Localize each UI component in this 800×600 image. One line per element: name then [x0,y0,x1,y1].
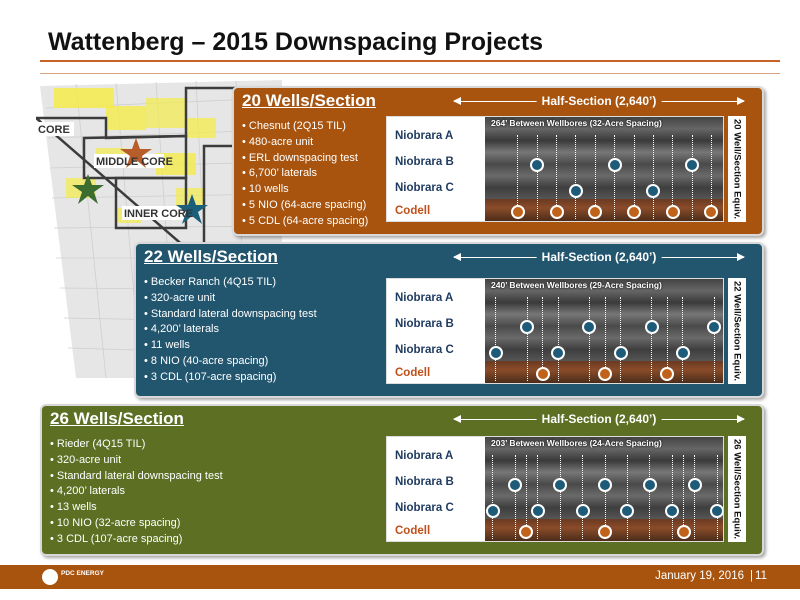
panel-26-wells [40,404,764,556]
wellbore-spacing-label: 264’ Between Wellbores (32-Acre Spacing) [491,118,662,128]
bullet-item: • 11 wells [144,338,317,354]
slide-title: Wattenberg – 2015 Downspacing Projects [48,28,544,56]
section-equiv-label: 22 Well/Section Equiv. [728,278,746,384]
title-rule-thin [40,73,780,74]
wellbore-guide-line [527,297,528,381]
wellbore-guide-line [558,297,559,381]
niobrara-c-wellbore-icon [486,504,500,518]
niobrara-c-wellbore-icon [576,504,590,518]
half-section-label [454,412,744,428]
panel-20-wells [232,86,764,236]
wellbore-guide-line [582,455,583,539]
wellbore-guide-line [682,297,683,381]
bullet-item: • 320-acre unit [50,453,223,469]
codell-wellbore-icon [598,525,612,539]
arrow-right-icon [737,97,745,105]
niobrara-c-wellbore-icon [614,346,628,360]
bullet-item: • Standard lateral downspacing test [144,307,317,323]
section-equiv-label: 26 Well/Section Equiv. [728,436,746,542]
bullet-item: • 5 NIO (64-acre spacing) [242,198,368,214]
bullet-item: • 10 NIO (32-acre spacing) [50,516,223,532]
wellbore-guide-line [692,135,693,219]
wellbore-guide-line [575,135,576,219]
wellbore-guide-line [672,455,673,539]
niobrara-b-wellbore-icon [608,158,622,172]
niobrara-b-wellbore-icon [645,320,659,334]
bullet-item: • 480-acre unit [242,135,368,151]
wellbore-guide-line [649,455,650,539]
bullet-item: • Standard lateral downspacing test [50,469,223,485]
codell-wellbore-icon [627,205,641,219]
bullet-item: • 320-acre unit [144,291,317,307]
niobrara-b-wellbore-icon [688,478,702,492]
formation-label: Niobrara A [395,130,454,142]
niobrara-b-wellbore-icon [598,478,612,492]
wellbore-guide-line [620,297,621,381]
wellbore-guide-line [627,455,628,539]
formation-label: Niobrara B [395,156,454,168]
arrow-right-icon [737,415,745,423]
bullet-item: • 5 CDL (64-acre spacing) [242,214,368,230]
bullet-item: • 3 CDL (107-acre spacing) [144,370,317,386]
half-section-text: Half-Section (2,640’) [537,94,662,108]
formation-label: Niobrara A [395,292,454,304]
niobrara-b-wellbore-icon [685,158,699,172]
wellbore-diagram [386,278,724,384]
formation-label: Niobrara C [395,344,454,356]
formation-label: Niobrara C [395,182,454,194]
formation-label: Codell [395,205,431,217]
bullet-item: • 10 wells [242,182,368,198]
bullet-item: • 13 wells [50,500,223,516]
half-section-label [454,94,744,110]
bullet-item: • 6,700’ laterals [242,166,368,182]
wellbore-guide-line [614,135,615,219]
niobrara-c-wellbore-icon [710,504,724,518]
page-number: 11 [755,570,767,582]
niobrara-c-wellbore-icon [489,346,503,360]
codell-wellbore-icon [511,205,525,219]
niobrara-b-wellbore-icon [643,478,657,492]
footer-logo-text: PDC ENERGY [61,570,104,577]
niobrara-c-wellbore-icon [569,184,583,198]
codell-wellbore-icon [550,205,564,219]
footer-separator: | [750,570,753,582]
bullet-item: • 3 CDL (107-acre spacing) [50,532,223,548]
panel-title: 20 Wells/Section [242,91,376,110]
footer-date: January 19, 2016 [655,570,744,582]
bullet-item: • 4,200’ laterals [144,322,317,338]
panel-title: 22 Wells/Section [144,247,278,266]
wellbore-diagram [386,436,724,542]
arrow-left-icon [453,415,461,423]
codell-wellbore-icon [598,367,612,381]
codell-wellbore-icon [677,525,691,539]
bullet-list [144,275,317,386]
wellbore-guide-line [537,455,538,539]
section-equiv-label: 20 Well/Section Equiv. [728,116,746,222]
wellbore-guide-line [560,455,561,539]
bullet-list [242,119,368,230]
wellbore-guide-line [495,297,496,381]
wellbore-guide-line [714,297,715,381]
bullet-item: • Becker Ranch (4Q15 TIL) [144,275,317,291]
pdc-logo-icon [42,569,58,585]
bullet-item: • ERL downspacing test [242,151,368,167]
wellbore-guide-line [694,455,695,539]
wellbore-guide-line [589,297,590,381]
arrow-left-icon [453,253,461,261]
formation-label: Niobrara B [395,476,454,488]
formation-label: Niobrara B [395,318,454,330]
panel-22-wells [134,242,764,398]
half-section-label [454,250,744,266]
map-label-middle-core: MIDDLE CORE [96,156,173,168]
bullet-item: • 8 NIO (40-acre spacing) [144,354,317,370]
arrow-left-icon [453,97,461,105]
wellbore-guide-line [492,455,493,539]
wellbore-guide-line [653,135,654,219]
bullet-item: • 4,200’ laterals [50,484,223,500]
niobrara-b-wellbore-icon [707,320,721,334]
half-section-text: Half-Section (2,640’) [537,250,662,264]
bullet-item: • Chesnut (2Q15 TIL) [242,119,368,135]
bullet-item: • Rieder (4Q15 TIL) [50,437,223,453]
wellbore-guide-line [651,297,652,381]
formation-label: Niobrara A [395,450,454,462]
arrow-right-icon [737,253,745,261]
wellbore-spacing-label: 203’ Between Wellbores (24-Acre Spacing) [491,438,662,448]
formation-label: Niobrara C [395,502,454,514]
map-label-inner-core: INNER CORE [124,208,194,220]
title-rule [40,60,780,62]
panel-title: 26 Wells/Section [50,409,184,428]
wellbore-diagram [386,116,724,222]
wellbore-spacing-label: 240’ Between Wellbores (29-Acre Spacing) [491,280,662,290]
bullet-list [50,437,223,548]
niobrara-c-wellbore-icon [676,346,690,360]
wellbore-guide-line [515,455,516,539]
codell-wellbore-icon [536,367,550,381]
wellbore-guide-line [717,455,718,539]
formation-label: Codell [395,525,431,537]
formation-label: Codell [395,367,431,379]
wellbore-guide-line [537,135,538,219]
half-section-text: Half-Section (2,640’) [537,412,662,426]
niobrara-b-wellbore-icon [520,320,534,334]
niobrara-c-wellbore-icon [531,504,545,518]
codell-wellbore-icon [666,205,680,219]
footer-bar [0,565,800,589]
map-label-core: CORE [38,124,70,136]
